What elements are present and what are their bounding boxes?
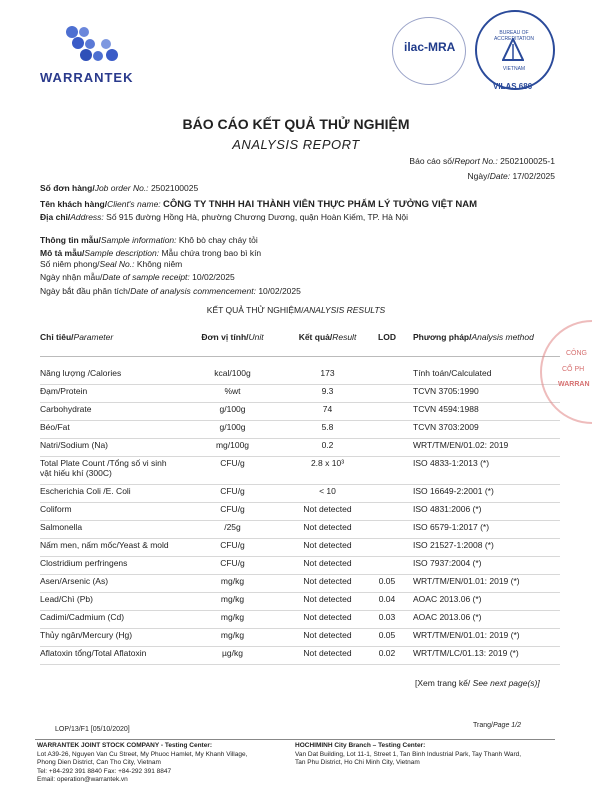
cell-result: Not detected xyxy=(303,504,352,514)
cell-lod: 0.02 xyxy=(378,648,396,658)
cell-lod: 0.03 xyxy=(378,612,396,622)
results-title: KẾT QUẢ THỬ NGHIỆM/ANALYSIS RESULTS xyxy=(206,305,386,315)
cell-parameter: Aflatoxin tổng/Total Aflatoxin xyxy=(40,648,147,658)
cell-lod: 0.04 xyxy=(378,594,396,604)
cell-method: AOAC 2013.06 (*) xyxy=(413,612,482,622)
cell-result: Not detected xyxy=(303,540,352,550)
table-row xyxy=(40,458,560,485)
cell-method: WRT/TM/EN/01.02: 2019 xyxy=(413,440,509,450)
cell-parameter: Đạm/Protein xyxy=(40,386,88,396)
see-next-page: [Xem trang kế/ See next page(s)] xyxy=(415,678,540,688)
footer-left xyxy=(37,742,282,785)
table-row xyxy=(40,504,560,521)
table-row xyxy=(40,558,560,575)
vilas-number: VILAS 686 xyxy=(493,82,533,91)
footer-right-line2: Tan Phu District, Ho Chi Minh City, Vietnam xyxy=(295,759,420,766)
cell-unit: CFU/g xyxy=(220,540,245,550)
cell-lod: 0.05 xyxy=(378,630,396,640)
cell-lod: 0.05 xyxy=(378,576,396,586)
cell-unit: g/100g xyxy=(219,404,246,414)
cell-method: ISO 4833-1:2013 (*) xyxy=(413,458,490,468)
cell-unit: kcal/100g xyxy=(214,368,251,378)
cell-unit: mg/100g xyxy=(215,440,250,450)
cell-unit: CFU/g xyxy=(220,458,245,468)
cell-method: ISO 4831:2006 (*) xyxy=(413,504,482,514)
table-row xyxy=(40,522,560,539)
footer-right xyxy=(295,742,565,768)
footer-left-line3: Tel: +84-292 391 8840 Fax: +84-292 391 8847 xyxy=(37,767,172,775)
cell-result: < 10 xyxy=(319,486,336,496)
table-row xyxy=(40,612,560,629)
report-number: Báo cáo số/Report No.: 2502100025-1 xyxy=(409,156,555,166)
cell-result: Not detected xyxy=(303,630,352,640)
cell-unit: mg/kg xyxy=(220,594,245,604)
cell-unit: CFU/g xyxy=(220,504,245,514)
cell-unit: mg/kg xyxy=(220,612,245,622)
cell-result: 9.3 xyxy=(321,386,334,396)
cell-method: ISO 16649-2:2001 (*) xyxy=(413,486,494,496)
ilac-mra-text: ilac-MRA xyxy=(404,40,456,54)
cell-parameter: Escherichia Coli /E. Coli xyxy=(40,486,131,496)
stamp-text-1: CÔNG xyxy=(566,350,587,357)
report-title: BÁO CÁO KẾT QUẢ THỬ NGHIỆM xyxy=(182,116,410,132)
cell-method: ISO 7937:2004 (*) xyxy=(413,558,482,568)
page-number: Trang/Page 1/2 xyxy=(473,722,522,729)
header-result: Kết quả/Result xyxy=(298,332,357,342)
report-subtitle: ANALYSIS REPORT xyxy=(232,137,360,152)
cell-parameter: Lead/Chì (Pb) xyxy=(40,594,93,604)
cell-unit: mg/kg xyxy=(220,630,245,640)
cell-unit: CFU/g xyxy=(220,558,245,568)
cell-result: Not detected xyxy=(303,522,352,532)
cell-method: ISO 21527-1:2008 (*) xyxy=(413,540,494,550)
table-row xyxy=(40,368,560,385)
cell-unit: g/100g xyxy=(219,422,246,432)
table-row xyxy=(40,594,560,611)
cell-method: TCVN 4594:1988 xyxy=(413,404,479,414)
header-method: Phương pháp/Analysis method xyxy=(413,332,534,342)
table-row xyxy=(40,422,560,439)
cell-unit: µg/kg xyxy=(222,648,243,658)
footer-divider xyxy=(35,739,555,740)
sample-information: Thông tin mẫu/Sample information: Khô bò chay cháy tỏi xyxy=(40,235,258,245)
cell-method: WRT/TM/EN/01.01: 2019 (*) xyxy=(413,576,520,586)
header-lod: LOD xyxy=(378,332,396,342)
cell-parameter: Carbohydrate xyxy=(40,404,92,414)
table-row xyxy=(40,540,560,557)
cell-parameter: Béo/Fat xyxy=(40,422,70,432)
seal-number: Số niêm phong/Seal No.: Không niêm xyxy=(40,259,183,269)
table-row xyxy=(40,386,560,403)
cell-result: 0.2 xyxy=(321,440,334,450)
cell-unit: mg/kg xyxy=(220,576,245,586)
cell-parameter: Coliform xyxy=(40,504,72,514)
warrantek-logo-icon xyxy=(62,22,122,68)
cell-parameter: Thủy ngân/Mercury (Hg) xyxy=(40,630,133,640)
table-header xyxy=(40,332,560,357)
client-name: Tên khách hàng/Client's name: CÔNG TY TNHH HAI THÀNH VIÊN THỰC PHẨM LÝ TƯỞNG VIỆT NAM xyxy=(40,199,478,210)
footer-left-line1: Lot A39-26, Nguyen Van Cu Street, My Phuoc Hamlet, My Khanh Village, xyxy=(37,750,248,758)
table-row xyxy=(40,648,560,665)
sample-receipt-date: Ngày nhận mẫu/Date of sample receipt: 10/02/2025 xyxy=(40,272,235,282)
cell-unit: %wt xyxy=(224,386,241,396)
cell-parameter: Asen/Arsenic (As) xyxy=(40,576,109,586)
job-order: Số đơn hàng/Job order No.: 2502100025 xyxy=(40,183,199,193)
cell-result: 74 xyxy=(322,404,333,414)
logo-text: WARRANTEK xyxy=(40,70,134,85)
stamp-text-2: CỔ PH xyxy=(562,366,585,373)
client-address: Địa chỉ/Address: Số 915 đường Hồng Hà, phường Chương Dương, quận Hoàn Kiếm, TP. Hà Nội xyxy=(40,212,408,222)
cell-method: AOAC 2013.06 (*) xyxy=(413,594,482,604)
table-row xyxy=(40,486,560,503)
cell-method: WRT/TM/EN/01.01: 2019 (*) xyxy=(413,630,520,640)
cell-parameter: Salmonella xyxy=(40,522,83,532)
header-parameter: Chỉ tiêu/Parameter xyxy=(40,332,114,342)
sample-description: Mô tả mẫu/Sample description: Mẫu chứa trong bao bì kín xyxy=(40,248,262,258)
cell-result: 5.8 xyxy=(321,422,334,432)
cell-unit: /25g xyxy=(224,522,241,532)
analysis-commencement-date: Ngày bắt đầu phân tích/Date of analysis commencement: 10/02/2025 xyxy=(40,286,301,296)
table-row xyxy=(40,404,560,421)
cell-method: ISO 6579-1:2017 (*) xyxy=(413,522,490,532)
cell-result: Not detected xyxy=(303,558,352,568)
cell-method: TCVN 3705:1990 xyxy=(413,386,479,396)
cell-parameter: Năng lượng /Calories xyxy=(40,368,122,378)
footer-left-line4: Email: operation@warrantek.vn xyxy=(37,776,128,783)
accreditation-text: BUREAU OF ACCREDITATION xyxy=(493,30,535,42)
cell-result: Not detected xyxy=(303,648,352,658)
footer-left-line2: Phong Dien District, Can Tho City, Vietnam xyxy=(37,759,161,766)
report-date: Ngày/Date: 17/02/2025 xyxy=(467,171,555,181)
cell-result: Not detected xyxy=(303,594,352,604)
cell-parameter: Clostridium perfringens xyxy=(40,558,128,568)
accreditation-triangle-icon xyxy=(502,38,524,62)
table-row xyxy=(40,576,560,593)
cell-method: WRT/TM/LC/01.13: 2019 (*) xyxy=(413,648,519,658)
footer-right-line1: Van Dat Building, Lot 11-1, Street 1, Tan Binh Industrial Park, Tay Thanh Ward, xyxy=(295,750,522,758)
cell-parameter: Nấm men, nấm mốc/Yeast & mold xyxy=(40,540,169,550)
header-unit: Đơn vị tính/Unit xyxy=(201,332,264,342)
cell-method: Tính toán/Calculated xyxy=(413,368,492,378)
cell-parameter: Cadimi/Cadmium (Cd) xyxy=(40,612,125,622)
cell-parameter: Total Plate Count /Tổng số vi sinh vật hiếu khí (300C) xyxy=(40,458,167,478)
stamp-text-3: WARRAN xyxy=(558,381,590,388)
form-code: LOP/13/F1 [05/10/2020] xyxy=(55,726,130,733)
cell-method: TCVN 3703:2009 xyxy=(413,422,479,432)
cell-result: Not detected xyxy=(303,576,352,586)
cell-result: 173 xyxy=(320,368,335,378)
table-row xyxy=(40,440,560,457)
cell-result: Not detected xyxy=(303,612,352,622)
cell-result: 2.8 x 10³ xyxy=(310,458,345,468)
cell-parameter: Natri/Sodium (Na) xyxy=(40,440,109,450)
table-row xyxy=(40,630,560,647)
cell-unit: CFU/g xyxy=(220,486,245,496)
footer-right-title: HOCHIMINH City Branch – Testing Center: xyxy=(295,742,426,749)
accreditation-country: VIETNAM xyxy=(502,66,526,72)
footer-left-title: WARRANTEK JOINT STOCK COMPANY - Testing Center: xyxy=(37,742,213,749)
